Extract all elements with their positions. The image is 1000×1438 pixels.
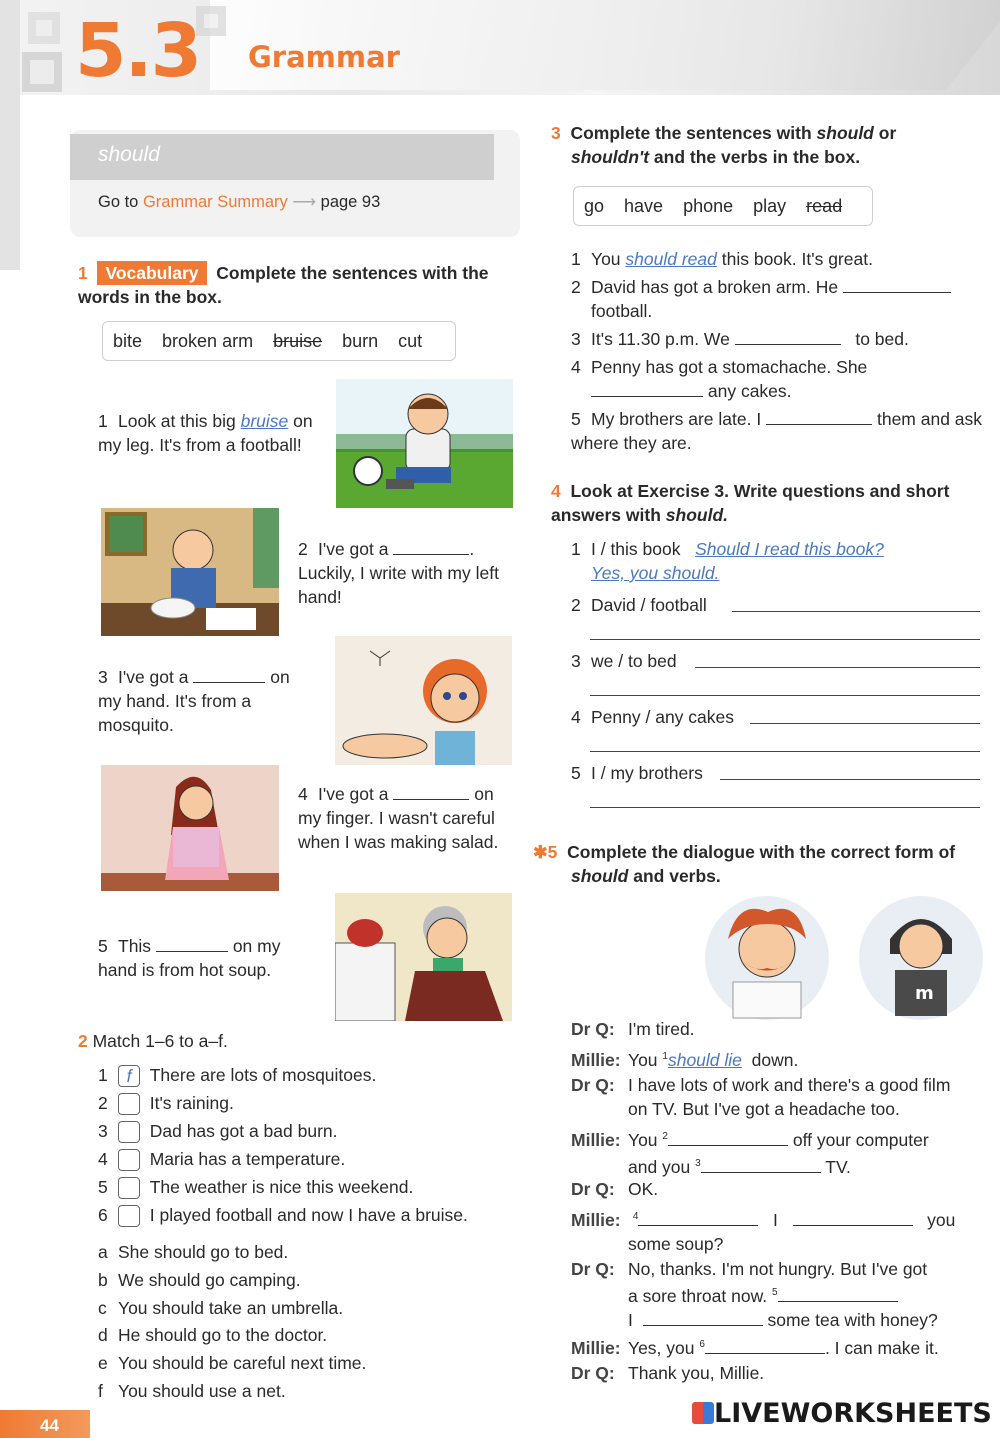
ex1-item-5: 5 This on my hand is from hot soup. — [98, 936, 281, 980]
answer-field[interactable] — [705, 1353, 825, 1354]
answer-line[interactable] — [590, 751, 980, 752]
list-item: 4 Maria has a temperature. — [98, 1147, 518, 1175]
dialogue-line: Dr Q: OK. — [571, 1179, 659, 1199]
answer-field[interactable] — [591, 396, 703, 397]
answer-line[interactable] — [732, 611, 980, 612]
ex1-instruction: 1 Vocabulary Complete the sentences with the words in the box. — [78, 263, 489, 307]
decor-square — [22, 52, 62, 92]
list-item: e You should be careful next time. — [98, 1353, 367, 1374]
list-item: d He should go to the doctor. — [98, 1325, 328, 1346]
answer-field[interactable]: bruise — [240, 411, 289, 431]
answer-line[interactable] — [720, 779, 980, 780]
list-item: 5 The weather is nice this weekend. — [98, 1175, 518, 1203]
svg-text:m: m — [915, 983, 934, 1004]
answer-line[interactable] — [590, 639, 980, 640]
dialogue-line: Millie: You $^2$ off your computer and you $^3$ TV. — [571, 1129, 929, 1177]
ex1-word-box: bite broken arm bruise burn cut — [102, 321, 456, 361]
ex4-item-5: 5 I / my brothers — [571, 763, 703, 783]
answer-line[interactable] — [590, 807, 980, 808]
millie-avatar — [855, 894, 987, 1022]
answer-field[interactable] — [393, 799, 469, 800]
grammar-topic-strip — [70, 134, 494, 180]
answer-field[interactable] — [638, 1225, 758, 1226]
ex1-item-3: 3 I've got a on my hand. It's from a mosquito. — [98, 667, 290, 735]
page-number: 44 — [40, 1416, 59, 1435]
woman-cut-finger-image — [101, 765, 279, 891]
list-item: 2 It's raining. — [98, 1091, 518, 1119]
decor-square — [196, 6, 226, 36]
arrow-right-icon: ⟶ — [292, 193, 317, 211]
dialogue-line: Millie: $^4$ I you some soup? — [571, 1209, 956, 1254]
dialogue-line: Millie: You $^1$should lie down. — [571, 1049, 799, 1070]
liveworksheets-logo: LIVEWORKSHEETS — [692, 1398, 992, 1429]
page-number-tab — [0, 1410, 90, 1438]
answer-field[interactable] — [193, 682, 265, 683]
ex3-item-2: 2 David has got a broken arm. He football. — [571, 275, 981, 323]
woman-burn-image — [335, 893, 512, 1021]
unit-number: 5.3 — [75, 8, 201, 94]
answer-field[interactable] — [778, 1301, 898, 1302]
ex2-option-list — [98, 1240, 518, 1407]
list-item: a She should go to bed. — [98, 1242, 289, 1262]
list-item: f You should use a net. — [98, 1380, 286, 1401]
dr-q-avatar — [698, 894, 836, 1022]
dialogue-line: Millie: Yes, you $^6$ . I can make it. — [571, 1337, 939, 1358]
ex4-item-1: 1 I / this book Should I read this book? Yes, you should. — [571, 539, 884, 583]
ex4-item-4: 4 Penny / any cakes — [571, 707, 734, 727]
match-box[interactable] — [118, 1121, 140, 1143]
answer-line[interactable] — [590, 695, 980, 696]
ex4-item-3: 3 we / to bed — [571, 651, 677, 671]
grammar-topic: should — [98, 143, 160, 166]
grammar-summary-link[interactable]: Go to Grammar Summary ⟶ page 93 — [98, 193, 381, 211]
answer-line[interactable] — [750, 723, 980, 724]
list-item: c You should take an umbrella. — [98, 1297, 344, 1318]
ex3-item-5: 5 My brothers are late. I them and ask where they are. — [571, 409, 983, 453]
list-item: 1 f There are lots of mosquitoes. — [98, 1065, 377, 1087]
logo-icon — [692, 1402, 714, 1424]
answer-field[interactable] — [643, 1325, 763, 1326]
ex3-instruction: 3 Complete the sentences with should or shouldn't and the verbs in the box. — [551, 123, 897, 167]
answer-field[interactable] — [843, 292, 951, 293]
list-item: b We should go camping. — [98, 1269, 301, 1290]
answer-field[interactable]: Yes, you should. — [591, 563, 720, 583]
answer-field[interactable] — [156, 951, 228, 952]
answer-field[interactable] — [735, 344, 841, 345]
answer-field[interactable]: Should I read this book? — [695, 539, 884, 559]
list-item: 3 Dad has got a bad burn. — [98, 1119, 518, 1147]
list-item: 6 I played football and now I have a bruise. — [98, 1203, 518, 1231]
dialogue-line: Dr Q: Thank you, Millie. — [571, 1363, 765, 1383]
unit-title: Grammar — [248, 40, 400, 74]
ex5-instruction: ✱5 Complete the dialogue with the correct form of should and verbs. — [533, 842, 956, 886]
ex1-item-2: 2 I've got a . Luckily, I write with my left hand! — [298, 539, 499, 607]
dialogue-line: Dr Q: No, thanks. I'm not hungry. But I've got a sore throat now. $^5$ I some tea with honey? — [571, 1259, 938, 1330]
answer-field[interactable] — [766, 424, 872, 425]
man-broken-arm-image — [101, 508, 279, 636]
ex1-item-4: 4 I've got a on my finger. I wasn't careful when I was making salad. — [298, 784, 499, 852]
answer-field[interactable]: should lie — [667, 1049, 742, 1070]
ex2-item-list — [98, 1063, 518, 1231]
star-icon: ✱ — [533, 842, 548, 862]
ex4-item-2: 2 David / football — [571, 595, 707, 615]
answer-field[interactable] — [793, 1225, 913, 1226]
left-strip — [0, 0, 20, 270]
ex3-item-4: 4 Penny has got a stomachache. She any cakes. — [571, 357, 868, 401]
match-box[interactable] — [118, 1205, 140, 1227]
match-box[interactable] — [118, 1149, 140, 1171]
dialogue-line: Dr Q: I'm tired. — [571, 1019, 695, 1039]
match-box[interactable] — [118, 1177, 140, 1199]
dialogue — [571, 1017, 991, 1389]
ex4-instruction: 4 Look at Exercise 3. Write questions and short answers with should. — [551, 481, 950, 525]
ex2-instruction: 2 Match 1–6 to a–f. — [78, 1031, 228, 1051]
ex3-item-1: 1 You should read this book. It's great. — [571, 249, 873, 269]
girl-mosquito-image — [335, 636, 512, 765]
answer-field[interactable] — [393, 554, 469, 555]
decor-square — [28, 12, 60, 44]
answer-field[interactable] — [701, 1172, 821, 1173]
answer-line[interactable] — [695, 667, 980, 668]
answer-field[interactable]: should read — [625, 249, 717, 269]
ex1-item-1: 1 Look at this big bruise on my leg. It's from a football! — [98, 411, 313, 455]
ex3-item-3: 3 It's 11.30 p.m. We to bed. — [571, 329, 909, 349]
match-box[interactable]: f — [118, 1065, 140, 1087]
answer-field[interactable] — [668, 1145, 788, 1146]
vocabulary-tag: Vocabulary — [97, 261, 206, 285]
match-box[interactable] — [118, 1093, 140, 1115]
ex3-word-box: go have phone play read — [573, 186, 873, 226]
dialogue-line: Dr Q: I have lots of work and there's a good film on TV. But I've got a headache too. — [571, 1075, 951, 1119]
boy-football-image — [336, 379, 513, 508]
